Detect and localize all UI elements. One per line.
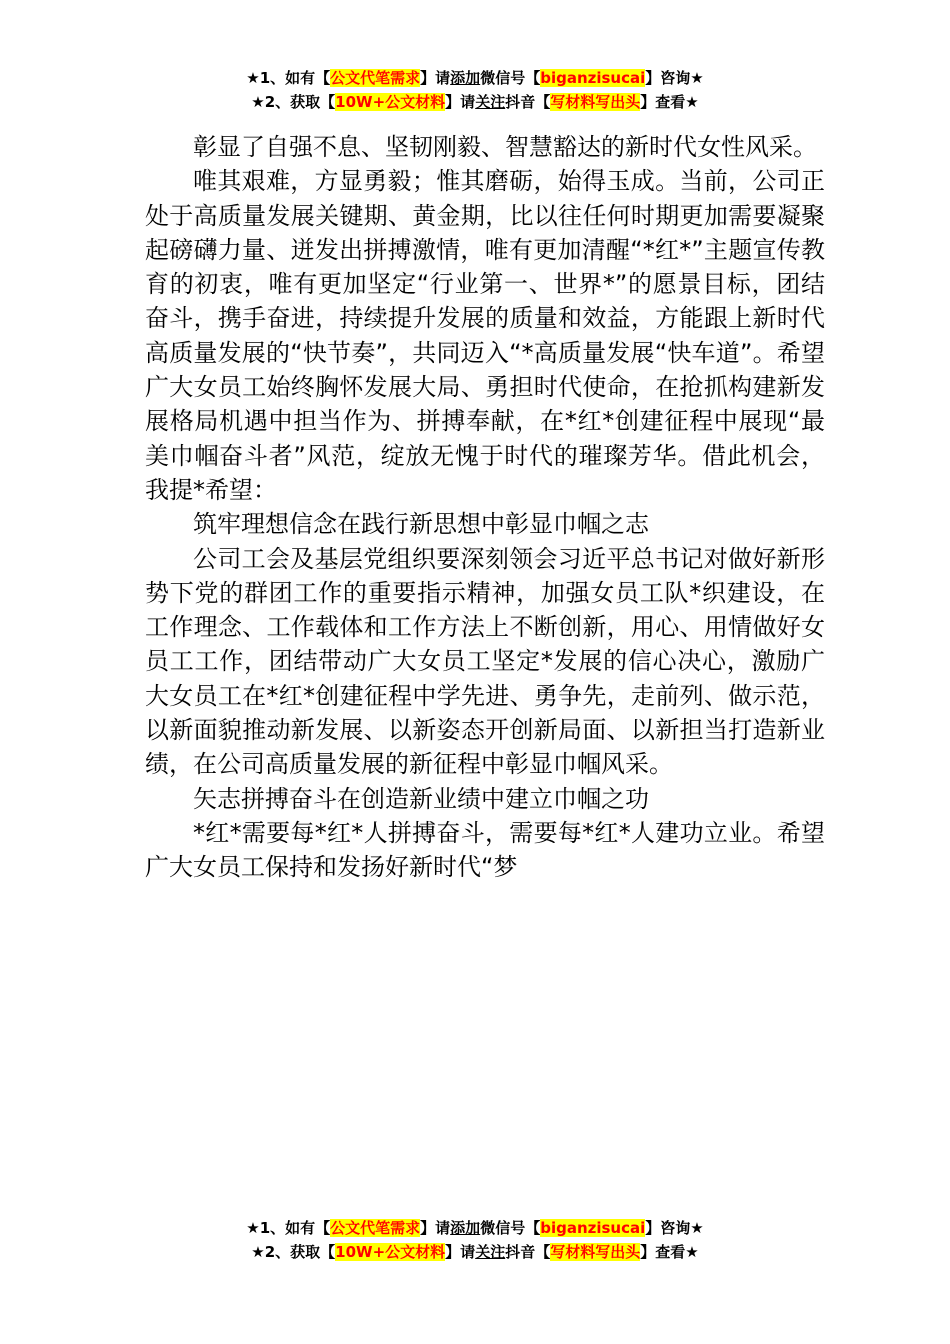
banner-text: 2、获取【: [264, 1243, 336, 1261]
banner-line-2: [0, 90, 950, 114]
section-heading-1: 筑牢理想信念在践行新思想中彰显巾帼之志: [193, 510, 649, 539]
underlined-text: 关注: [475, 1243, 506, 1261]
banner-text: 微信号【: [480, 69, 541, 87]
underlined-text: 添加: [450, 1219, 481, 1237]
highlight-douyin: 写材料写出头: [550, 1243, 641, 1261]
banner-text: 1、如有【: [259, 1219, 331, 1237]
section-heading-2: 矢志拼搏奋斗在创造新业绩中建立巾帼之功: [193, 784, 649, 813]
highlight-materials: 10W+公文材料: [335, 1243, 446, 1261]
star-icon: ★: [246, 1219, 260, 1237]
banner-text: 抖音【: [505, 1243, 551, 1261]
star-icon: ★: [246, 69, 260, 87]
highlight-service: 公文代笔需求: [330, 1219, 421, 1237]
banner-text: 】咨询: [645, 1219, 691, 1237]
banner-text: 1、如有【: [259, 69, 331, 87]
underlined-text: 添加: [450, 69, 481, 87]
banner-text: 】查看: [640, 93, 686, 111]
highlight-douyin: 写材料写出头: [550, 93, 641, 111]
banner-line-1: [0, 66, 950, 90]
banner-line-2: [0, 1240, 950, 1264]
underlined-text: 关注: [475, 93, 506, 111]
highlight-wechat-id: biganzisucai: [540, 69, 646, 87]
star-icon: ★: [690, 69, 704, 87]
document-body: [145, 130, 825, 885]
banner-text: 】请: [420, 69, 451, 87]
paragraph-1: 彰显了自强不息、坚韧刚毅、智慧豁达的新时代女性风采。: [193, 133, 817, 161]
banner-text: 】查看: [640, 1243, 686, 1261]
banner-text: 微信号【: [480, 1219, 541, 1237]
banner-text: 抖音【: [505, 93, 551, 111]
banner-text: 2、获取【: [264, 93, 336, 111]
banner-text: 】请: [445, 93, 476, 111]
banner-text: 】咨询: [645, 69, 691, 87]
highlight-materials: 10W+公文材料: [335, 93, 446, 111]
banner-text: 】请: [420, 1219, 451, 1237]
highlight-wechat-id: biganzisucai: [540, 1219, 646, 1237]
star-icon: ★: [685, 93, 699, 111]
header-banner: [0, 66, 950, 114]
star-icon: ★: [251, 1243, 265, 1261]
banner-line-1: [0, 1216, 950, 1240]
paragraph-2: 唯其艰难，方显勇毅；惟其磨砺，始得玉成。当前，公司正处于高质量发展关键期、黄金期，比以往任何时期更加需要凝聚起磅礴力量、迸发出拼搏激情，唯有更加清醒“*红*”主题宣传教育的初衷，唯有更加坚定“行业第一、世界*”的愿景目标，团结奋斗，携手奋进，持续提升发展的质量和效益，方能跟上新时代高质量发展的“快节奏”，共同迈入“*高质量发展“快车道”。希望广大女员工始终胸怀发展大局、勇担时代使命，在抢抓构建新发展格局机遇中担当作为、拼搏奉献，在*红*创建征程中展现“最美巾帼奋斗者”风范，绽放无愧于时代的璀璨芳华。借此机会，我提*希望：: [145, 167, 825, 504]
paragraph-4: *红*需要每*红*人拼搏奋斗，需要每*红*人建功立业。希望广大女员工保持和发扬好新时代“梦: [145, 818, 825, 882]
star-icon: ★: [685, 1243, 699, 1261]
paragraph-3: 公司工会及基层党组织要深刻领会习近平总书记对做好新形势下党的群团工作的重要指示精神，加强女员工队*织建设，在工作理念、工作载体和工作方法上不断创新，用心、用情做好女员工工作，团结带动广大女员工坚定*发展的信心决心，激励广大女员工在*红*创建征程中学先进、勇争先，走前列、做示范，以新面貌推动新发展、以新姿态开创新局面、以新担当打造新业绩，在公司高质量发展的新征程中彰显巾帼风采。: [145, 544, 825, 779]
star-icon: ★: [251, 93, 265, 111]
footer-banner: [0, 1216, 950, 1264]
banner-text: 】请: [445, 1243, 476, 1261]
star-icon: ★: [690, 1219, 704, 1237]
highlight-service: 公文代笔需求: [330, 69, 421, 87]
